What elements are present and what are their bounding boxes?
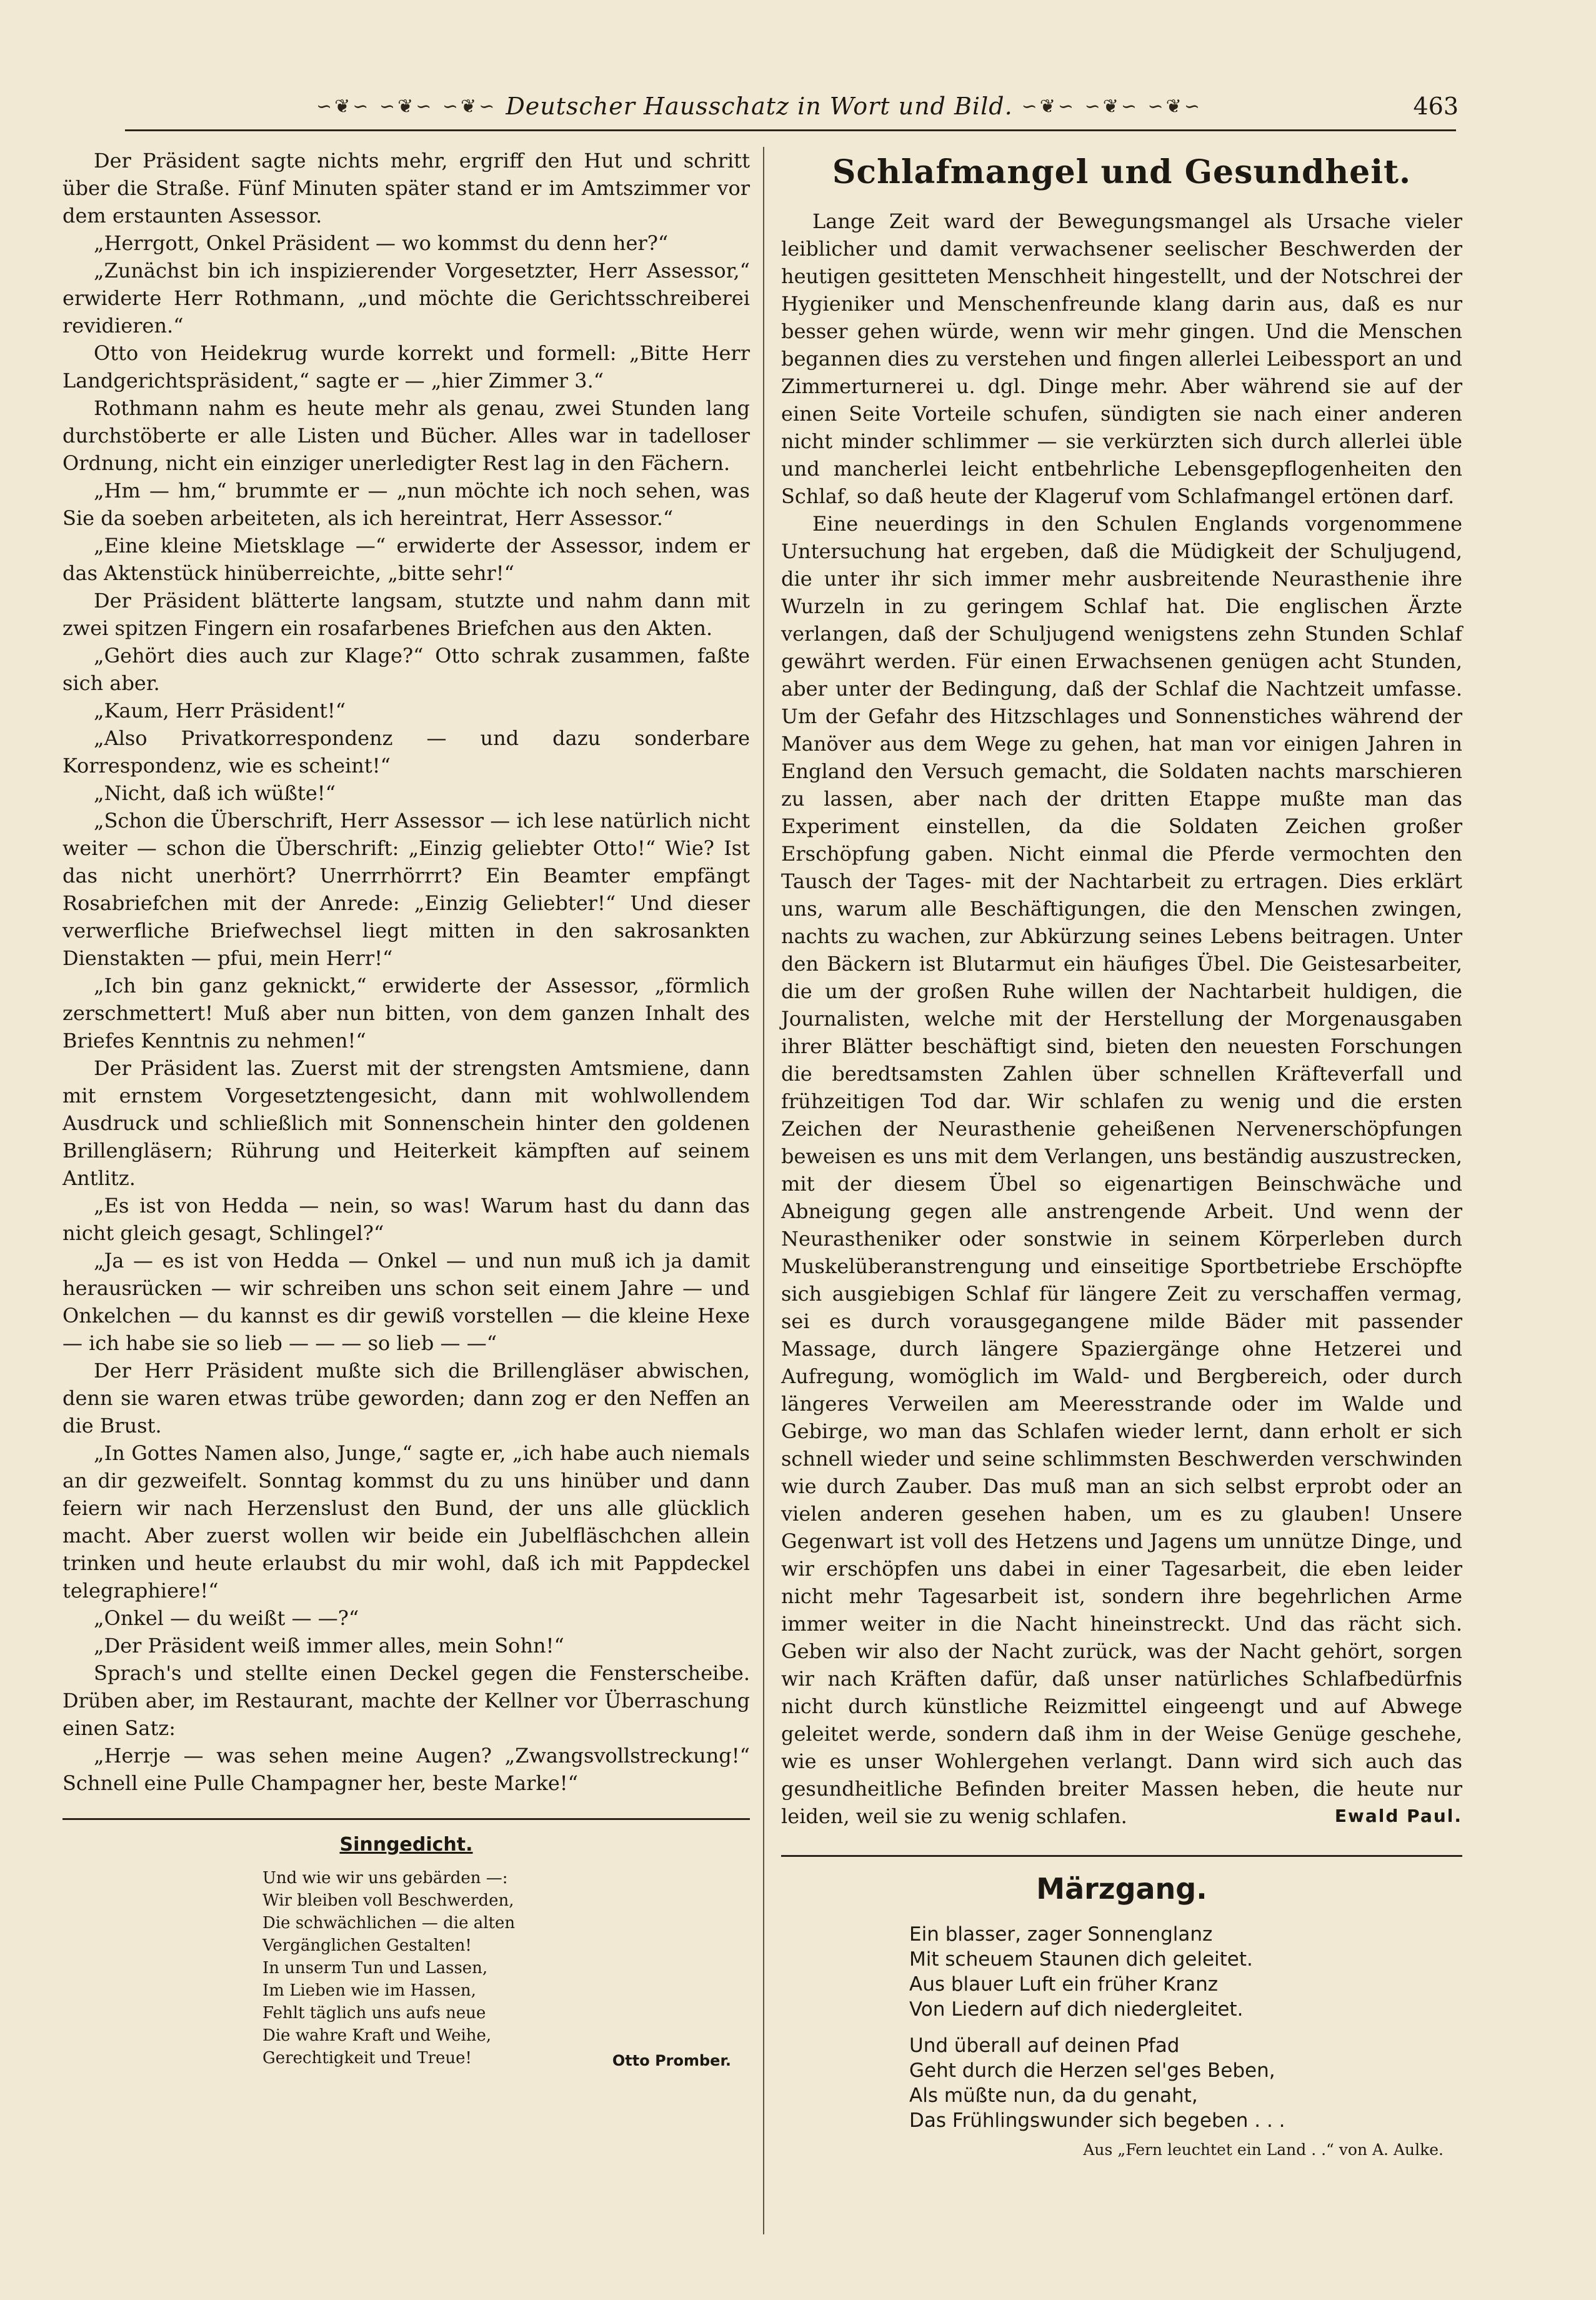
paragraph: „In Gottes Namen also, Junge,“ sagte er, „ich habe auch niemals an dir gezweifelt. Sonntag kommst du zu uns hinüber und dann feiern wir nach Herzenslust den Bund, der uns alle glücklich macht. Aber zuerst wollen wir beide ein Jubelfläschchen allein trinken und heute erlaubst du mir wohl, daß ich mit Pappdeckel telegraphiere!“ (62, 1441, 750, 1602)
paragraph: „Der Präsident weiß immer alles, mein Sohn!“ (94, 1634, 564, 1658)
poem-line: Geht durch die Herzen sel'ges Beben, (909, 2059, 1275, 2082)
poem-line: Als müßte nun, da du genaht, (909, 2084, 1198, 2107)
paragraph: „Onkel — du weißt — —?“ (94, 1606, 359, 1630)
poem-line: Im Lieben wie im Hassen, (262, 1981, 476, 2000)
paragraph (781, 510, 1462, 1830)
poem-line: Aus blauer Luft ein früher Kranz (909, 1973, 1219, 1996)
paragraph: „Ja — es ist von Hedda — Onkel — und nun muß ich ja damit herausrücken — wir schreiben uns schon seit einem Jahre — und Onkelchen — du kannst es dir gewiß vorstellen — die kleine Hexe — ich habe sie so lieb — — — so lieb — —“ (62, 1249, 750, 1355)
paragraph: Der Präsident las. Zuerst mit der strengsten Amtsmiene, dann mit ernstem Vorgesetztengesicht, dann mit wohlwollendem Ausdruck und schließlich mit Sonnenschein hinter den goldenen Brillengläsern; Rührung und Heiterkeit kämpften auf seinem Antlitz. (62, 1056, 750, 1190)
article-column (781, 147, 1462, 2159)
paragraph: „Kaum, Herr Präsident!“ (94, 699, 346, 722)
page-number: 463 (1413, 92, 1459, 120)
poem-stanza (781, 2033, 1462, 2133)
sinngedicht-poem (62, 1834, 750, 2082)
column-divider (763, 147, 764, 2234)
paragraph: Der Präsident sagte nichts mehr, ergriff den Hut und schritt über die Straße. Fünf Minuten später stand er im Amtszimmer vor dem erstaunten Assessor. (62, 149, 750, 228)
section-divider (62, 1818, 750, 1820)
paragraph: „Gehört dies auch zur Klage?“ Otto schrak zusammen, faßte sich aber. (62, 644, 750, 695)
running-header (62, 81, 1456, 131)
story-column (62, 147, 750, 2082)
poem-line: Die wahre Kraft und Weihe, (262, 2026, 492, 2045)
paragraph: „Ich bin ganz geknickt,“ erwiderte der Assessor, „förmlich zerschmettert! Muß aber nun bitten, von dem ganzen Inhalt des Briefes Kenntnis zu nehmen!“ (62, 974, 750, 1052)
poem-title: Märzgang. (1036, 1872, 1207, 1906)
paragraph: „Nicht, daß ich wüßte!“ (94, 781, 336, 805)
paragraph: „Eine kleine Mietsklage —“ erwiderte der Assessor, indem er das Aktenstück hinüberreichte, „bitte sehr!“ (62, 534, 750, 585)
poem-line: In unserm Tun und Lassen, (262, 1959, 488, 1978)
header-rule (125, 129, 1456, 131)
poem-stanza (781, 1922, 1462, 2022)
maerzgang-poem (781, 1872, 1462, 2159)
magazine-title: Deutscher Hausschatz in Wort und Bild. (506, 92, 1013, 120)
paragraph: „Zunächst bin ich inspizierender Vorgesetzter, Herr Assessor,“ erwiderte Herr Rothmann, „und möchte die Gerichtsschreiberei revidieren.“ (62, 259, 750, 338)
paragraph: „Es ist von Hedda — nein, so was! Warum hast du dann das nicht gleich gesagt, Schlingel?“ (62, 1194, 750, 1245)
poem-line: Gerechtigkeit und Treue! (262, 2049, 472, 2068)
paragraph: „Also Privatkorrespondenz — und dazu sonderbare Korrespondenz, wie es scheint!“ (62, 726, 750, 778)
poem-title: Sinngedicht. (339, 1834, 473, 1856)
poem-line: Das Frühlingswunder sich begeben . . . (909, 2109, 1285, 2132)
poem-line: Fehlt täglich uns aufs neue (262, 2004, 486, 2022)
poem-line: Die schwächlichen — die alten (262, 1914, 516, 1932)
poem-author: Otto Promber. (612, 2052, 731, 2069)
paragraph: Lange Zeit ward der Bewegungsmangel als Ursache vieler leiblicher und damit verwachsener seelischer Beschwerden der heutigen gesitteten Menschheit hingestellt, und der Notschrei der Hygieniker und Menschenfreunde klang darin aus, daß es nur besser gehen würde, wenn wir mehr gingen. Und die Menschen begannen dies zu verstehen und fingen allerlei Leibessport an und Zimmerturnerei u. dgl. Dinge mehr. Aber während sie auf der einen Seite Vorteile schufen, sündigten sie nach einer anderen nicht minder schlimmer — sie verkürzten sich durch allerlei üble und mancherlei leicht entbehrliche Lebensgepflogenheiten den Schlaf, so daß heute der Klageruf vom Schlafmangel ertönen darf. (781, 209, 1462, 508)
scroll-flourish-icon: ∽❦∽ ∽❦∽ ∽❦∽ (1021, 95, 1202, 118)
paragraph: Der Präsident blätterte langsam, stutzte und nahm dann mit zwei spitzen Fingern ein rosafarbenes Briefchen aus den Akten. (62, 589, 750, 640)
paragraph: Der Herr Präsident mußte sich die Brillengläser abwischen, denn sie waren etwas trübe geworden; dann zog er den Neffen an die Brust. (62, 1359, 750, 1438)
poem-line: Und überall auf deinen Pfad (909, 2034, 1180, 2057)
paragraph: Otto von Heidekrug wurde korrekt und formell: „Bitte Herr Landgerichtspräsident,“ sagte er — „hier Zimmer 3.“ (62, 341, 750, 392)
poem-source: Aus „Fern leuchtet ein Land . .“ von A. Aulke. (1083, 2141, 1444, 2159)
section-divider (781, 1855, 1462, 1857)
poem-line: Von Liedern auf dich niedergleitet. (909, 1998, 1244, 2021)
paragraph: „Schon die Überschrift, Herr Assessor — ich lese natürlich nicht weiter — schon die Überschrift: „Einzig geliebter Otto!“ Wie? Ist das nicht unerhört? Unerrrhörrrt? Ein Beamter empfängt Rosabriefchen mit der Anrede: „Einzig Geliebter!“ Und dieser verwerfliche Briefwechsel liegt mitten in den sakrosankten Dienstakten — pfui, mein Herr!“ (62, 809, 750, 970)
poem-line: Wir bleiben voll Beschwerden, (262, 1891, 514, 1910)
article-author: Ewald Paul. (1334, 1806, 1462, 1826)
poem-line: Vergänglichen Gestalten! (262, 1936, 472, 1955)
paragraph: „Hm — hm,“ brummte er — „nun möchte ich noch sehen, was Sie da soeben arbeiteten, als ich hereintrat, Herr Assessor.“ (62, 479, 750, 530)
paragraph: „Herrgott, Onkel Präsident — wo kommst du denn her?“ (94, 231, 669, 255)
scroll-flourish-icon: ∽❦∽ ∽❦∽ ∽❦∽ (316, 95, 497, 118)
story-text (62, 147, 750, 1797)
poem-line: Ein blasser, zager Sonnenglanz (909, 1923, 1213, 1946)
paragraph: „Herrje — was sehen meine Augen? „Zwangsvollstreckung!“ Schnell eine Pulle Champagner her, beste Marke!“ (62, 1744, 750, 1795)
paragraph-text: Eine neuerdings in den Schulen Englands vorgenommene Untersuchung hat ergeben, daß die Müdigkeit der Schuljugend, die unter ihr sich immer mehr ausbreitende Neurasthenie ihre Wurzeln in zu geringem Schlaf hat. Die englischen Ärzte verlangen, daß der Schuljugend wenigstens zehn Stunden Schlaf gewährt werden. Für einen Erwachsenen genügen acht Stunden, aber unter der Bedingung, daß der Schlaf die Nachtzeit umfasse. Um der Gefahr des Hitzschlages und Sonnenstiches während der Manöver aus dem Wege zu gehen, hat man vor einigen Jahren in England den Versuch gemacht, die Soldaten nachts marschieren zu lassen, aber nach der dritten Etappe mußte man das Experiment einstellen, da die Soldaten Zeichen großer Erschöpfung gaben. Nicht einmal die Pferde vermochten den Tausch der Tages- mit der Nachtarbeit zu ertragen. Dies erklärt uns, warum alle Beschäftigungen, die den Menschen zwingen, nachts zu wachen, zur Abkürzung seines Lebens beitragen. Unter den Bäckern ist Blutarmut ein häufiges Übel. Die Geistesarbeiter, die um der großen Ruhe willen der Nachtarbeit huldigen, die Journalisten, welche mit der Herstellung der Morgenausgaben ihrer Blätter beschäftigt sind, bieten den neuesten Forschungen die beredtsamsten Zahlen über schnellen Kräfteverfall und frühzeitigen Tod dar. Wir schlafen zu wenig und die ersten Zeichen der Neurasthenie geheißenen Nervenerschöpfungen beweisen es uns mit dem Verlangen, uns beständig auszustrecken, mit der diesem Übel so eigenartigen Beinschwäche und Abneigung gegen alle anstrengende Arbeit. Und wenn der Neurastheniker oder sonstwie in seinem Körperleben durch Muskelüberanstrengung und einseitige Sportbetriebe Erschöpfte sich ausgiebigen Schlaf für längere Zeit zu verschaffen vermag, sei es durch vorausgegangene milde Bäder mit passender Massage, durch längere Spaziergänge ohne Hetzerei und Aufregung, womöglich im Wald- und Bergbereich, oder durch längeres Verweilen am Meeresstrande oder im Walde und Gebirge, wo man das Schlafen wieder lernt, dann erholt er sich schnell wieder und seine schlimmsten Beschwerden verschwinden wie durch Zauber. Das muß man an sich selbst erprobt oder an vielen anderen gesehen haben, um es zu glauben! Unsere Gegenwart ist voll des Hetzens und Jagens um unnütze Dinge, und wir erschöpfen uns dabei in einer Tagesarbeit, die eben leider nicht mehr Tagesarbeit ist, sondern ihre begehrlichen Arme immer weiter in die Nacht hineinstreckt. Und das rächt sich. Geben wir also der Nacht zurück, was der Nacht gehört, sorgen wir nach Kräften dafür, daß unser natürliches Schlafbedürfnis nicht durch künstliche Reizmittel eingeengt und auf Abwege geleitet werde, sondern daß ihm in der Weise Genüge geschehe, wie es unser Wohlergehen verlangt. Dann wird sich auch das gesundheitliche Befinden breiter Massen heben, die heute nur leiden, weil sie zu wenig schlafen. (781, 512, 1462, 1828)
paragraph: Rothmann nahm es heute mehr als genau, zwei Stunden lang durchstöberte er alle Listen und Bücher. Alles war in tadelloser Ordnung, nicht ein einziger unerledigter Rest lag in den Fächern. (62, 396, 750, 475)
poem-line: Und wie wir uns gebärden —: (262, 1869, 508, 1888)
poem-line: Mit scheuem Staunen dich geleitet. (909, 1948, 1253, 1971)
paragraph: Sprach's und stellte einen Deckel gegen die Fensterscheibe. Drüben aber, im Restaurant, machte der Kellner vor Überraschung einen Satz: (62, 1661, 750, 1740)
article-title: Schlafmangel und Gesundheit. (832, 153, 1412, 191)
